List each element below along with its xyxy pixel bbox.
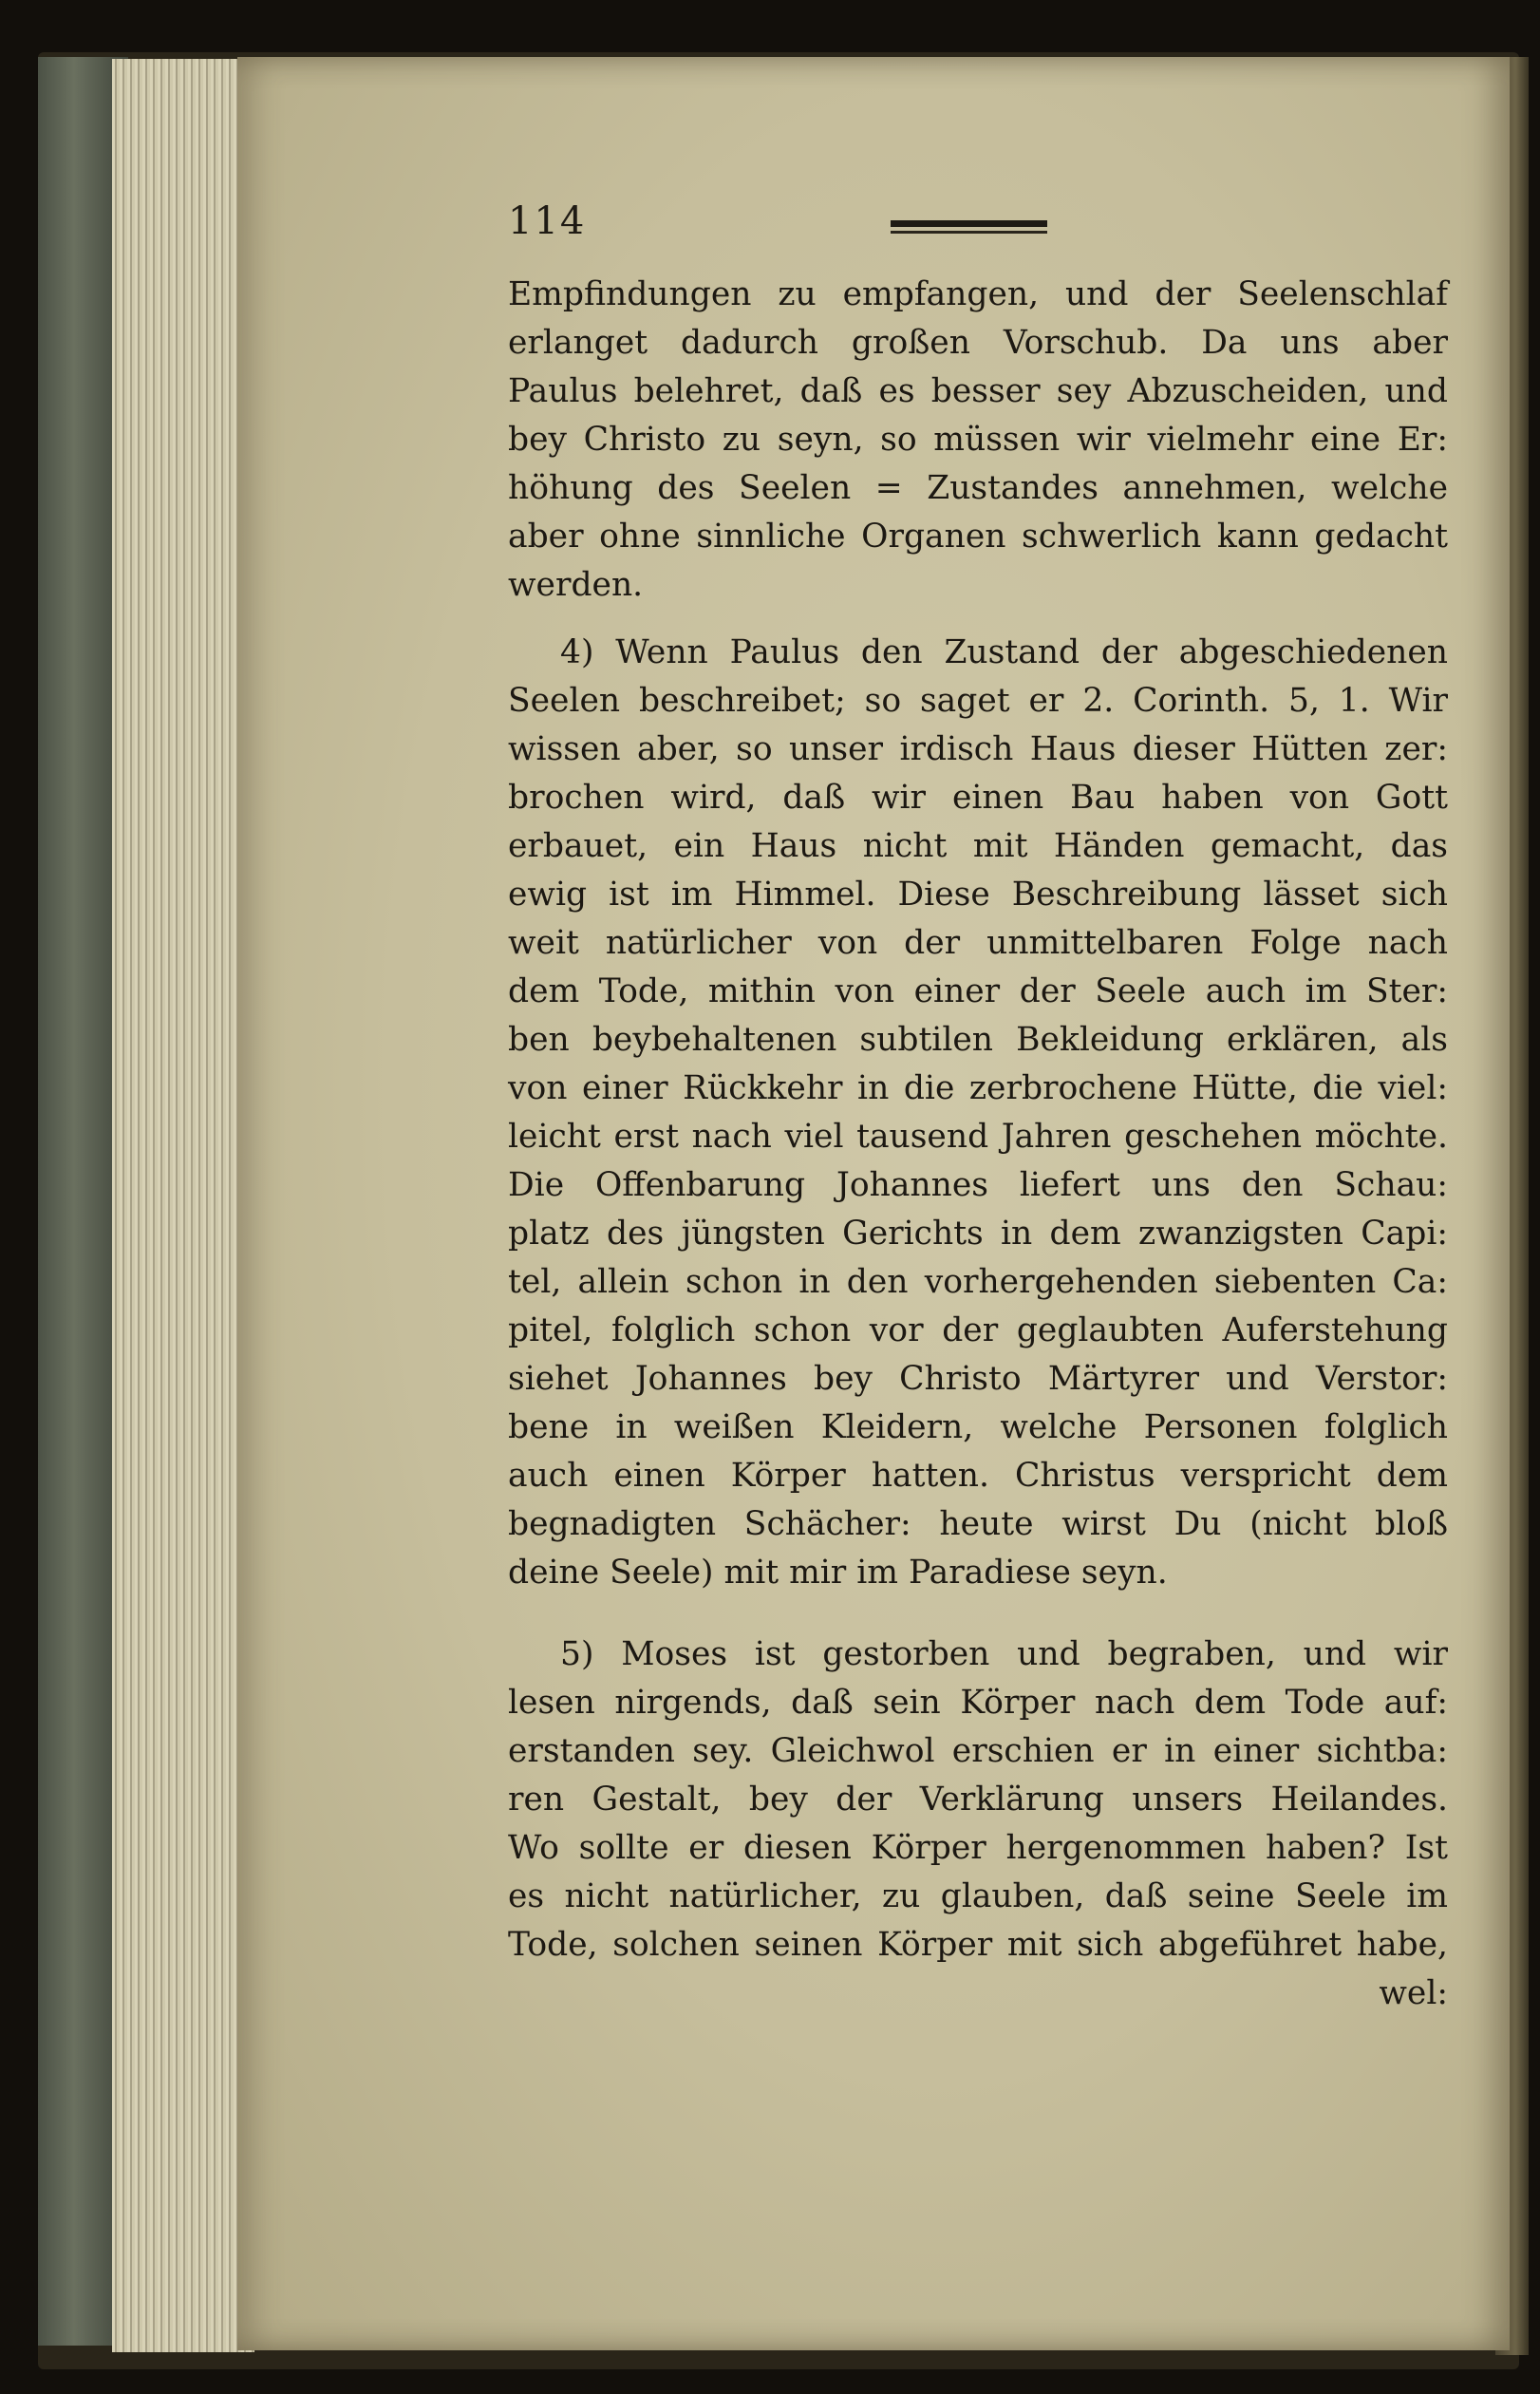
- paragraph-start: 5) Moses ist gestorben und begraben, und wir: [560, 1635, 1448, 1673]
- text-line: leicht erst nach viel tausend Jahren geschehen möchte.: [508, 1118, 1448, 1156]
- text-line: erbauet, ein Haus nicht mit Händen gemacht, das: [508, 827, 1448, 865]
- text-line: weit natürlicher von der unmittelbaren Folge nach: [508, 924, 1448, 962]
- paragraph-start: 4) Wenn Paulus den Zustand der abgeschiedenen: [560, 633, 1448, 671]
- text-line: pitel, folglich schon vor der geglaubten Auferstehung: [508, 1311, 1448, 1349]
- text-line: deine Seele) mit mir im Paradiese seyn.: [508, 1554, 1168, 1592]
- text-line: begnadigten Schächer: heute wirst Du (nicht bloß: [508, 1505, 1448, 1543]
- header-rule: [891, 220, 1047, 236]
- text-line: siehet Johannes bey Christo Märtyrer und Verstor:: [508, 1360, 1448, 1398]
- text-line: erlanget dadurch großen Vorschub. Da uns aber: [508, 324, 1448, 362]
- text-line: wissen aber, so unser irdisch Haus dieser Hütten zer:: [508, 730, 1448, 768]
- text-line: es nicht natürlicher, zu glauben, daß seine Seele im: [508, 1877, 1448, 1915]
- text-line: Paulus belehret, daß es besser sey Abzuscheiden, und: [508, 372, 1448, 410]
- text-line: lesen nirgends, daß sein Körper nach dem Tode auf:: [508, 1684, 1448, 1722]
- text-line: Seelen beschreibet; so saget er 2. Corinth. 5, 1. Wir: [508, 682, 1448, 720]
- text-line: höhung des Seelen = Zustandes annehmen, welche: [508, 469, 1448, 507]
- text-line: ewig ist im Himmel. Diese Beschreibung lässet sich: [508, 876, 1448, 914]
- text-line: aber ohne sinnliche Organen schwerlich kann gedacht: [508, 518, 1448, 556]
- text-line: dem Tode, mithin von einer der Seele auch im Ster:: [508, 972, 1448, 1010]
- text-line: brochen wird, daß wir einen Bau haben von Gott: [508, 779, 1448, 817]
- text-line: Empfindungen zu empfangen, und der Seelenschlaf: [508, 275, 1448, 313]
- text-line: Die Offenbarung Johannes liefert uns den Schau:: [508, 1166, 1448, 1204]
- text-line: bey Christo zu seyn, so müssen wir vielmehr eine Er:: [508, 421, 1448, 459]
- text-line: werden.: [508, 566, 644, 604]
- page-edges: [112, 59, 254, 2352]
- text-line: platz des jüngsten Gerichts in dem zwanzigsten Capi:: [508, 1215, 1448, 1253]
- text-line: ben beybehaltenen subtilen Bekleidung erklären, als: [508, 1021, 1448, 1059]
- text-line: bene in weißen Kleidern, welche Personen folglich: [508, 1408, 1448, 1446]
- text-line: Wo sollte er diesen Körper hergenommen haben? Ist: [508, 1829, 1448, 1867]
- text-line: auch einen Körper hatten. Christus verspricht dem: [508, 1457, 1448, 1495]
- text-line: von einer Rückkehr in die zerbrochene Hütte, die viel:: [508, 1069, 1448, 1107]
- text-line: Tode, solchen seinen Körper mit sich abgeführet habe,: [508, 1926, 1448, 1964]
- text-line: tel, allein schon in den vorhergehenden siebenten Ca:: [508, 1263, 1448, 1301]
- text-line: erstanden sey. Gleichwol erschien er in einer sichtba:: [508, 1732, 1448, 1770]
- catchword: wel:: [1379, 1974, 1448, 2012]
- page-number: 114: [508, 199, 587, 243]
- text-line: ren Gestalt, bey der Verklärung unsers Heilandes.: [508, 1781, 1448, 1819]
